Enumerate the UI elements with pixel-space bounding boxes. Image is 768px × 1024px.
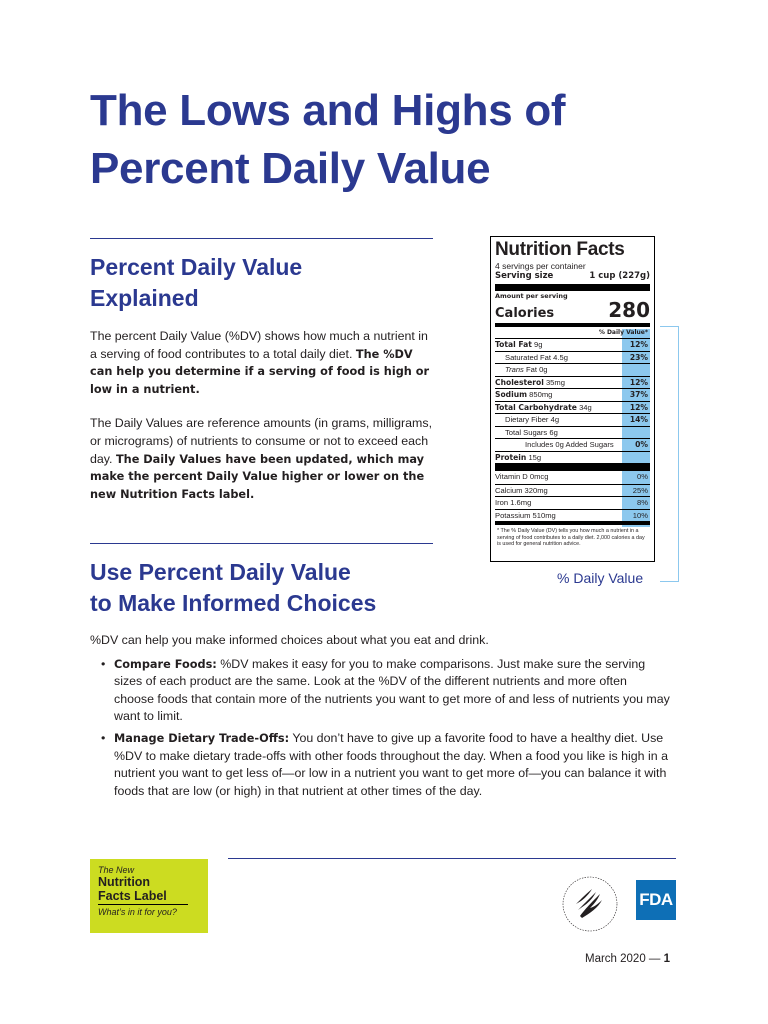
nf-vitamin-bar [495,463,650,471]
footer-date: March 2020 — [585,953,661,965]
nf-row-amount: 9g [534,340,543,349]
nf-row-amount: 15g [528,452,542,462]
nf-serving-size-label: Serving size [495,271,554,281]
nf-row-name: Protein [495,452,527,462]
section1-p2-text: The Daily Values are reference amounts (in grams, milligrams, or micrograms) of nutrients to consume or not to exceed each day. [90,416,433,466]
nf-row-amount: 35mg [545,377,565,387]
page-title-line2: Percent Daily Value [90,144,491,193]
section2-intro: %DV can help you make informed choices about what you eat and drink. [90,633,489,647]
fda-logo: FDA [636,880,676,920]
nf-thick-bar [495,284,650,291]
nf-row-pct: 37% [629,390,648,399]
nf-row [495,338,650,351]
nf-row [495,438,650,451]
nf-row [495,363,650,376]
nf-row [495,413,650,426]
nf-row-amount: 6g [549,427,558,437]
section1-p2-bold: The Daily Values have been updated, which may make the percent Daily Value higher or lower on the new Nutrition Facts label. [90,452,425,501]
nf-row-amount: 34g [579,402,592,412]
section2-body [90,632,670,804]
logo-line4: What’s in it for you? [98,907,177,918]
section2-heading [90,557,490,619]
nf-bottom-bar [495,521,650,525]
bullet-text: %DV makes it easy for you to make comparisons. Just make sure the serving sizes of each product are the same. Look at the %DV of the different nutrients and more often choose foods that contain more of the nutrients you want to get more of and less of nutrients you may want to limit. [114,656,670,724]
logo-line2: Nutrition [98,875,151,889]
page-footer [585,952,670,966]
footer-rule [228,858,676,859]
section1-body [90,328,435,503]
nf-row-amount: 4g [550,415,560,424]
nf-row-pct [648,452,650,464]
section1-rule [90,238,433,239]
nf-footnote: * The % Daily Value (DV) tells you how much a nutrient in a serving of food contributes to a daily diet. 2,000 calories a day is used for general nutrition advice. [497,528,645,548]
section1-paragraph2 [90,415,435,503]
nf-row-pct: 14% [629,415,648,424]
section2-heading-line2: to Make Informed Choices [90,590,377,616]
nf-row-name: Total Carbohydrate [495,402,577,412]
nf-row-name: Dietary Fiber [505,415,549,424]
nf-vitamin-name: Iron 1.6mg [495,498,532,507]
dv-bracket [660,326,679,582]
nf-row-pct: 23% [629,352,648,362]
section1-heading [90,252,430,314]
nutrition-facts-label [490,236,655,562]
nf-calories-label: Calories [495,306,555,321]
nf-vitamin-pct: 25% [632,485,648,495]
nf-row [495,351,650,364]
nutrition-facts-label-logo [90,859,208,933]
nf-dv-header: % Daily Value* [598,329,648,336]
nf-calories [495,300,650,321]
nf-vitamin-pct: 0% [637,472,648,481]
nf-vitamin-row [495,484,650,497]
section2-rule [90,543,433,544]
nf-row-amount: 850mg [529,390,553,399]
nf-row-name: Cholesterol [495,377,544,387]
bullet-text: You don’t have to give up a favorite food to have a healthy diet. Use %DV to make dietary trade-offs with other foods throughout the day. When a food you like is high in a nutrient you want to get less of—or low in a nutrient you want to get more of—you can balance it with foods that are low (or high) in that nutrient at other times of the day. [114,730,668,798]
nf-vitamin-row [495,509,650,522]
page-title [90,82,710,198]
nf-row-name: Includes 0g Added Sugars [525,440,614,449]
bullet-manage-tradeoffs [100,730,670,800]
nf-row-name: Saturated Fat [505,352,552,362]
nf-row-pct: 12% [629,377,648,387]
logo-line3: Facts Label [98,888,167,903]
bullet-label: Manage Dietary Trade-Offs: [114,731,290,745]
nf-vitamin-name: Vitamin D 0mcg [495,472,549,481]
hhs-seal-icon [560,874,620,934]
nf-serving-size [495,271,650,282]
nf-row-pct: 12% [629,340,648,349]
section1-heading-line1: Percent Daily Value [90,254,303,280]
page-title-line1: The Lows and Highs of [90,86,566,135]
nf-row [495,388,650,401]
nf-row-amount: 4.5g [553,352,568,362]
nf-row-name: Trans [505,365,524,374]
bullet-dot: • [101,656,106,671]
bullet-dot: • [101,730,106,745]
section2-heading-line1: Use Percent Daily Value [90,559,351,585]
nf-row-name: Total Sugars [505,427,548,437]
nf-row-pct: 12% [629,402,648,412]
nf-vitamin-row [495,496,650,509]
section2-bullets [90,656,670,801]
nf-calories-value: 280 [608,298,650,322]
nf-amount-per-serving: Amount per serving [495,292,568,300]
bullet-compare-foods [100,656,670,726]
nf-vitamin-name: Calcium 320mg [495,485,548,495]
nf-row [495,401,650,414]
section1-p1-text: The percent Daily Value (%DV) shows how much a nutrient in a serving of food contributes to a total daily diet. [90,329,428,361]
dv-callout-label: % Daily Value [557,569,649,587]
nf-row-pct [648,427,650,439]
section1-paragraph1 [90,328,435,398]
nf-title: Nutrition Facts [495,239,625,260]
nf-row-amount: Fat 0g [525,365,548,374]
nf-row [495,451,650,464]
nf-serving-size-value: 1 cup (227g) [589,271,650,281]
page-number: 1 [663,953,671,965]
nf-servings: 4 servings per container [495,261,586,271]
nf-vitamin-pct: 10% [632,510,648,520]
nf-vitamin-row [495,471,650,484]
nf-row [495,376,650,389]
bullet-label: Compare Foods: [114,657,217,671]
nf-vitamin-name: Potassium 510mg [495,510,556,520]
nf-row [495,426,650,439]
nf-row-name: Sodium [495,390,528,399]
logo-divider [98,904,188,905]
nf-vitamin-pct: 8% [637,498,648,507]
section1-heading-line2: Explained [90,285,199,311]
section1-p1-bold: The %DV can help you determine if a serving of food is high or low in a nutrient. [90,347,430,396]
nf-row-pct [648,364,650,376]
nf-row-pct: 0% [635,440,648,449]
nf-row-name: Total Fat [495,340,532,349]
logo-line1: The New [98,865,135,875]
